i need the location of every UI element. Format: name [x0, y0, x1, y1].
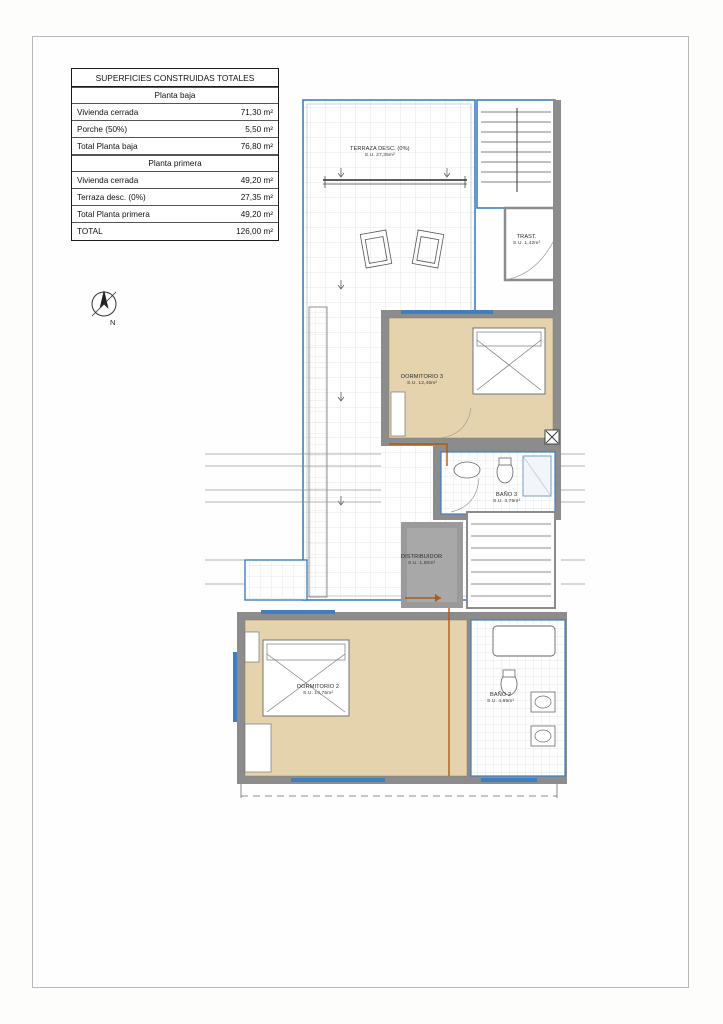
room-name: DORMITORIO 3 [401, 374, 444, 380]
room-area: S.U. 3,75m² [493, 498, 521, 504]
room-area: S.U. 27,35m² [364, 152, 395, 158]
room-name: BAÑO 2 [490, 692, 512, 698]
row-label: TOTAL [77, 227, 103, 236]
room-area: S.U. 12,45m² [407, 380, 438, 386]
row-label: Porche (50%) [77, 124, 128, 134]
room-name: DISTRIBUIDOR [401, 554, 443, 560]
room-label-trastero [513, 234, 540, 247]
row-value: 27,35 m² [240, 192, 273, 202]
row-label: Total Planta primera [77, 209, 150, 219]
north-label: N [110, 318, 116, 327]
row-label: Vivienda cerrada [77, 107, 139, 117]
room-label-bano-2 [487, 692, 514, 705]
room-label-dormitorio-2 [297, 684, 339, 697]
room-name: TRAST. [516, 234, 537, 240]
floor-plan-drawing [205, 92, 585, 812]
room-area: S.U. 1,42m² [513, 240, 541, 246]
row-label: Vivienda cerrada [77, 175, 139, 185]
room-label-bano-3 [493, 492, 520, 505]
row-value: 49,20 m² [240, 209, 273, 219]
section-header-label: Planta baja [154, 91, 196, 100]
row-value: 71,30 m² [240, 107, 273, 117]
room-name: TERRAZA DESC. (0%) [350, 146, 410, 152]
table-title: SUPERFICIES CONSTRUIDAS TOTALES [95, 72, 255, 83]
row-value: 126,00 m² [236, 227, 273, 236]
room-area: S.U. 4,95m² [487, 698, 515, 704]
room-label-dormitorio-3 [401, 374, 443, 387]
north-arrow [86, 288, 126, 334]
row-label: Terraza desc. (0%) [77, 192, 146, 202]
room-name: BAÑO 3 [496, 492, 518, 498]
room-name: DORMITORIO 2 [297, 684, 340, 690]
section-header-label: Planta primera [148, 159, 202, 168]
room-label-terraza [350, 146, 410, 159]
room-area: S.U. 1,80m² [408, 560, 436, 566]
row-label: Total Planta baja [77, 141, 138, 151]
room-label-distribuidor [401, 554, 442, 567]
room-area: S.U. 14,75m² [303, 690, 334, 696]
table-title-row [72, 69, 278, 87]
floor-plan-svg [205, 92, 585, 812]
row-value: 49,20 m² [240, 175, 273, 185]
row-value: 5,50 m² [245, 124, 273, 134]
row-value: 76,80 m² [240, 141, 273, 151]
